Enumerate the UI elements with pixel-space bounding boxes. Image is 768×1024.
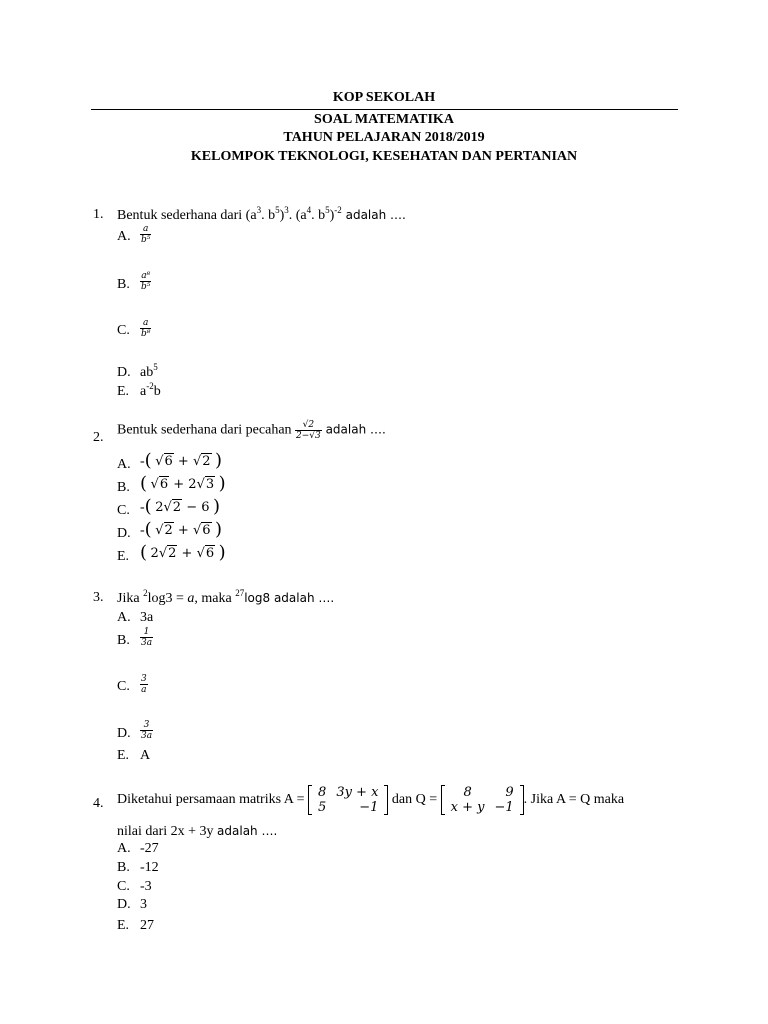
q2-stem: Bentuk sederhana dari pecahan $\frac{√2}{2-√3}$ adalah …. — [117, 420, 386, 441]
q4-option-c-letter: C. — [117, 879, 130, 894]
q1-stem: Bentuk sederhana dari ($a^3$. $b^5)^3$. ($a^4$. $b^5)^{-2}$ adalah …. — [117, 205, 406, 223]
q4-option-d-letter: D. — [117, 897, 131, 912]
q3-option-c-letter: C. — [117, 679, 130, 694]
q3-option-b: $\frac{1}{3a}$ — [141, 627, 153, 648]
matrix-q: 8 9 x + y −1 — [441, 785, 524, 815]
q3-option-c: $\frac{3}{a}$ — [141, 674, 147, 695]
exam-subject: SOAL MATEMATIKA — [314, 112, 454, 127]
q4-stem: Diketahui persamaan matriks A = 8 3y + x 5 −1 dan Q = 8 9 x + y −1 . Jika A = Q maka — [117, 785, 625, 815]
q1-option-b-letter: B. — [117, 277, 130, 292]
q2-option-a-letter: A. — [117, 457, 131, 472]
q1-option-a-letter: A. — [117, 229, 131, 244]
q3-number: 3. — [93, 590, 104, 605]
q2-option-a: -( √6 + √2 ) — [140, 450, 223, 471]
q4-stem-line2: nilai dari 2x + 3y adalah …. — [117, 824, 278, 839]
q3-option-a-letter: A. — [117, 610, 131, 625]
q3-option-d-letter: D. — [117, 726, 131, 741]
school-letterhead: KOP SEKOLAH — [332, 90, 436, 105]
q3-option-e-letter: E. — [117, 748, 130, 763]
q4-option-d: 3 — [140, 897, 147, 912]
q4-option-e: 27 — [140, 918, 154, 933]
q2-number: 2. — [93, 430, 104, 445]
q1-option-d: $ab^5$ — [140, 362, 158, 380]
q4-option-a: -27 — [140, 841, 159, 856]
q3-option-d: $\frac{3}{3a}$ — [141, 720, 153, 741]
q3-option-b-letter: B. — [117, 633, 130, 648]
q2-option-c: -( 2√2 − 6 ) — [140, 496, 221, 517]
q1-option-b: $\frac{\text{a⁸}}{\text{b⁵}}$ — [141, 271, 151, 292]
q3-option-e: A — [140, 748, 151, 763]
q2-option-b: ( √6 + 2√3 ) — [140, 473, 226, 494]
q4-option-b: -12 — [140, 860, 159, 875]
q1-option-d-letter: D. — [117, 365, 131, 380]
q4-option-b-letter: B. — [117, 860, 130, 875]
q2-option-c-letter: C. — [117, 503, 130, 518]
q3-stem: Jika $^2$log3 = a, maka $^{27}$log8 adalah …. — [117, 588, 335, 606]
q2-option-d-letter: D. — [117, 526, 131, 541]
q2-option-e: ( 2√2 + √6 ) — [140, 542, 226, 563]
q4-option-a-letter: A. — [117, 841, 131, 856]
header-rule — [91, 109, 678, 110]
q4-option-c: -3 — [140, 879, 152, 894]
q1-option-c-letter: C. — [117, 323, 130, 338]
q1-option-a: $\frac{a}{\text{b⁵}}$ — [141, 224, 151, 245]
academic-year: TAHUN PELAJARAN 2018/2019 — [283, 130, 485, 145]
q2-option-d: -( √2 + √6 ) — [140, 519, 223, 540]
matrix-a: 8 3y + x 5 −1 — [308, 785, 388, 815]
program-group: KELOMPOK TEKNOLOGI, KESEHATAN DAN PERTANIAN — [190, 149, 578, 164]
q1-option-e-letter: E. — [117, 384, 130, 399]
q1-number: 1. — [93, 207, 104, 222]
q2-option-e-letter: E. — [117, 549, 130, 564]
q1-option-e: $a^{-2}b$ — [140, 381, 161, 399]
q1-option-c: $\frac{a}{\text{b⁸}}$ — [141, 318, 151, 339]
q2-option-b-letter: B. — [117, 480, 130, 495]
q4-option-e-letter: E. — [117, 918, 130, 933]
q3-option-a: 3a — [140, 610, 154, 625]
q4-number: 4. — [93, 796, 104, 811]
